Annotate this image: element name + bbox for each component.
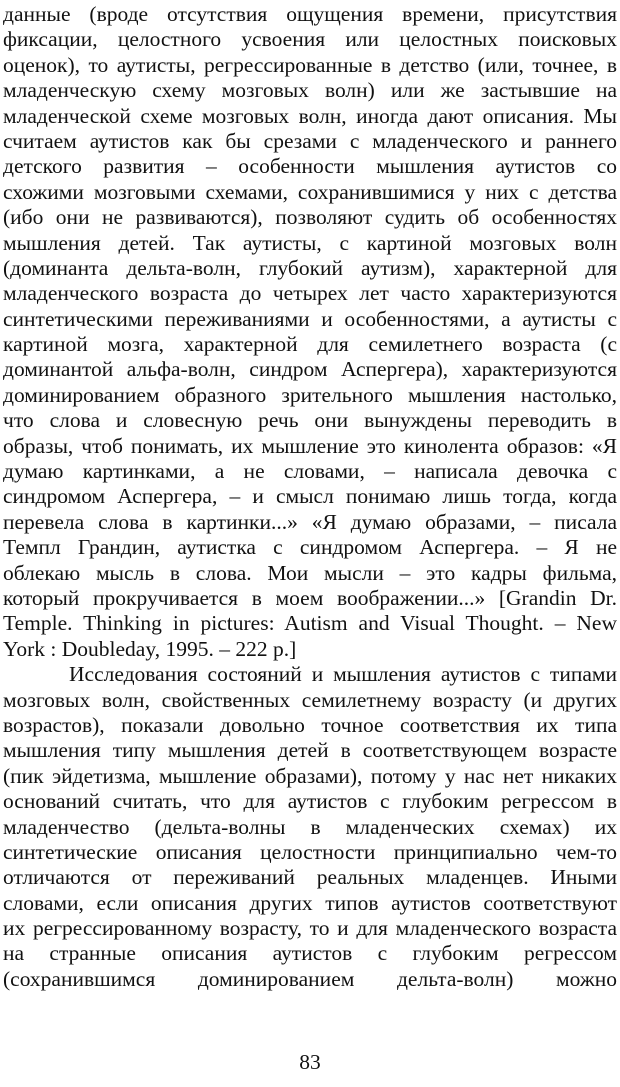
text-line: младенческого возраста до четырех лет часто характеризуются <box>3 281 617 306</box>
text-line: возрастов), показали довольно точное соответствия их типа <box>3 712 617 737</box>
text-line: младенчество (дельта-волны в младенческих схемах) их <box>3 814 617 839</box>
page-number: 83 <box>299 1050 321 1074</box>
text-line: их регрессированному возрасту, то и для младенческого возраста <box>3 916 617 941</box>
text-line: синтетические описания целостности принципиально чем-то <box>3 839 617 864</box>
text-line: что слова и словесную речь они вынуждены переводить в <box>3 408 617 433</box>
text-line: мозговых волн, свойственных семилетнему возрасту (и других <box>3 687 617 712</box>
text-line: (пик эйдетизма, мышление образами), потому у нас нет никаких <box>3 763 617 788</box>
text-line: синтетическими переживаниями и особенностями, а аутисты с <box>3 306 617 331</box>
text-line: отличаются от переживаний реальных младенцев. Иными <box>3 865 617 890</box>
text-line: образы, чтоб понимать, их мышление это кинолента образов: «Я <box>3 433 617 458</box>
text-line: схожими мозговыми схемами, сохранившимися у них с детства <box>3 179 617 204</box>
text-line: перевела слова в картинки...» «Я думаю образами, – писала <box>3 509 617 534</box>
text-line: который прокручивается в моем воображении...» [Grandin Dr. <box>3 585 617 610</box>
text-line: Исследования состояний и мышления аутистов с типами <box>69 662 617 687</box>
text-line: детского развития – особенности мышления аутистов со <box>3 154 617 179</box>
text-line: фиксации, целостного усвоения или целостных поисковых <box>3 27 617 52</box>
text-line: младенческую схему мозговых волн) или же застывшие на <box>3 78 617 103</box>
text-line: доминантой альфа-волн, синдром Аспергера), характеризуются <box>3 357 617 382</box>
text-line: мышления детей. Так аутисты, с картиной мозговых волн <box>3 230 617 255</box>
text-line: синдромом Аспергера, – и смысл понимаю лишь тогда, когда <box>3 484 617 509</box>
text-line: Темпл Грандин, аутистка с синдромом Аспергера. – Я не <box>3 535 617 560</box>
text-line: данные (вроде отсутствия ощущения времени, присутствия <box>3 2 617 26</box>
text-line: оценок), то аутисты, регрессированные в детство (или, точнее, в <box>3 52 617 77</box>
text-line: словами, если описания других типов аутистов соответствуют <box>3 890 617 915</box>
text-line: картиной мозга, характерной для семилетнего возраста (с <box>3 332 617 357</box>
body-text <box>3 2 617 992</box>
text-line: (доминанта дельта-волн, глубокий аутизм), характерной для <box>3 255 617 280</box>
text-line: (ибо они не развиваются), позволяют судить об особенностях <box>3 205 617 230</box>
text-line: (сохранившимся доминированием дельта-волн) можно <box>3 966 617 991</box>
text-line: Temple. Thinking in pictures: Autism and Visual Thought. – New <box>3 611 617 636</box>
text-line: оснований считать, что для аутистов с глубоким регрессом в <box>3 789 617 814</box>
text-line: мышления типу мышления детей в соответствующем возрасте <box>3 738 617 763</box>
paragraph <box>3 2 617 662</box>
text-line: облекаю мысль в слова. Мои мысли – это кадры фильма, <box>3 560 617 585</box>
text-line: доминированием образного зрительного мышления настолько, <box>3 382 617 407</box>
text-line: думаю картинками, а не словами, – написала девочка с <box>3 459 617 484</box>
text-line: на странные описания аутистов с глубоким регрессом <box>3 941 617 966</box>
paragraph <box>3 662 617 992</box>
text-line: младенческой схеме мозговых волн, иногда дают описания. Мы <box>3 103 617 128</box>
text-line: York : Doubleday, 1995. – 222 p.] <box>3 636 297 661</box>
text-line: считаем аутистов как бы срезами с младенческого и раннего <box>3 128 617 153</box>
